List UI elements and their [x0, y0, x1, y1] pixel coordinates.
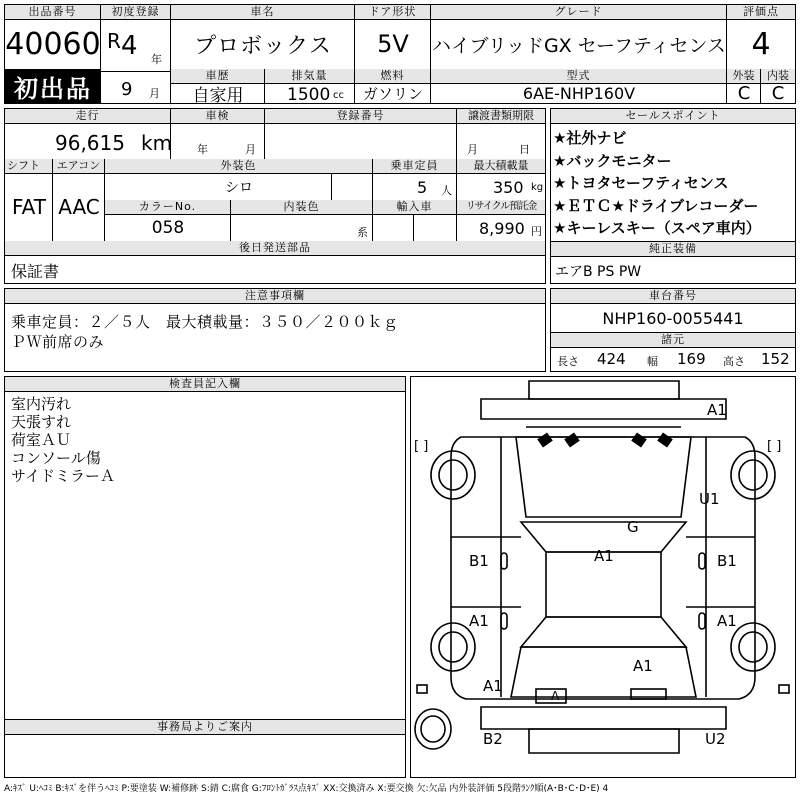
sales-point-item: ★ＥＴＣ★ドライブレコーダー [553, 196, 759, 215]
score-label: 評価点 [727, 5, 795, 20]
dims-row [551, 347, 795, 371]
displacement-unit: cc [333, 90, 344, 101]
model: 6AE-NHP160V [522, 84, 636, 103]
inspection-label: 車検 [171, 109, 264, 124]
height: 152 [761, 350, 790, 368]
notes-line-2: ＰＷ前席のみ [11, 333, 105, 351]
ac: AAC [58, 195, 100, 219]
inspection-month-unit: 月 [245, 143, 256, 156]
transfer-day-unit: 日 [519, 143, 530, 156]
grade: ハイブリッドGX セーフティセンス [432, 34, 726, 57]
damage-mark-bumper: A [551, 689, 560, 703]
history-label: 車歴 [171, 69, 264, 84]
recycle-label: リサイクル預託金 [457, 200, 545, 215]
office-section [5, 719, 405, 777]
inspection-year-unit: 年 [197, 143, 208, 156]
chassis-block [550, 288, 796, 372]
month-unit: 月 [149, 87, 160, 100]
exterior-color-cell [105, 159, 373, 200]
width-label: 幅 [647, 355, 658, 368]
bracket-right: [ ] [767, 439, 782, 454]
genuine-equipment-label: 純正装備 [551, 242, 795, 257]
damage-mark-bottom-left: B2 [483, 730, 503, 748]
color-no-cell [105, 200, 231, 241]
door-label: ドア形状 [355, 5, 430, 20]
displacement-label: 排気量 [265, 69, 354, 84]
notes-block [4, 288, 546, 372]
damage-mark-bottom-right: U2 [705, 730, 726, 748]
reg-number-cell [265, 109, 457, 159]
damage-mark-left-rear-door: A1 [469, 612, 489, 630]
length-label: 長さ [557, 355, 579, 368]
sales-points-label: セールスポイント [551, 109, 795, 124]
car-name-label: 車名 [171, 5, 354, 20]
damage-mark-left-rear: A1 [483, 677, 503, 695]
color-no: 058 [151, 217, 185, 238]
inspector-note: 荷室ＡＵ [11, 431, 72, 449]
damage-mark-left-front-door: B1 [469, 552, 489, 570]
shift: FAT [11, 195, 46, 219]
history-cell [171, 69, 265, 106]
exterior-color: シロ [225, 179, 253, 196]
interior-grade: C [771, 83, 785, 104]
damage-diagram [410, 376, 796, 778]
mileage: 96,615 [55, 131, 125, 155]
notes-line-1: 乗車定員：２／５人 最大積載量：３５０／２００ｋｇ [11, 313, 399, 331]
interior-color-cell [231, 200, 373, 241]
transfer-cell [457, 109, 545, 159]
damage-mark-top-right: A1 [707, 401, 727, 419]
door-cell [355, 5, 431, 69]
grade-label: グレード [431, 5, 726, 20]
later-parts-cell [5, 241, 545, 283]
ac-label: エアコン [53, 159, 104, 174]
reg-number-label: 登録番号 [265, 109, 456, 124]
year-unit: 年 [151, 53, 162, 66]
notes-label: 注意事項欄 [5, 289, 545, 304]
lot-number-cell [5, 5, 101, 69]
inspector-block [4, 376, 406, 778]
displacement: 1500 [287, 85, 331, 105]
sales-point-item: ★トヨタセーフティセンス [553, 174, 729, 192]
vehicle-info-block [4, 108, 546, 284]
import-label: 輸入車 [373, 200, 456, 215]
length: 424 [597, 350, 626, 368]
damage-mark-right-front-door: B1 [717, 552, 737, 570]
lot-number: 40060 [5, 26, 101, 62]
max-load-cell [457, 159, 545, 200]
shift-cell [5, 159, 53, 241]
exterior-color-label: 外装色 [105, 159, 372, 174]
capacity-unit: 人 [441, 184, 452, 197]
chassis-number: NHP160-0055441 [602, 308, 744, 328]
mileage-label: 走行 [5, 109, 170, 124]
car-outline [411, 377, 795, 777]
color-no-label: カラーNo. [105, 200, 230, 215]
first-reg-cell [101, 5, 171, 103]
interior-color-label: 内装色 [231, 200, 372, 215]
history: 自家用 [192, 86, 244, 106]
lot-label: 出品番号 [5, 5, 100, 20]
later-parts-label: 後日発送部品 [5, 241, 545, 256]
dims-header [551, 332, 795, 347]
genuine-equipment: エアB PS PW [555, 264, 642, 280]
capacity-cell [373, 159, 457, 200]
legend: A:ｷｽﾞ U:ﾍｺﾐ B:ｷｽﾞを伴うﾍｺﾐ P:要塗装 W:補修跡 S:錆 C:腐食 G:ﾌﾛﾝﾄｶﾞﾗｽ点ｷｽﾞ XX:交換済み X:要交換 欠:欠品 内外装評価 5段階ﾗﾝｸ順(A･B･C･D･E) 4 [4, 784, 609, 794]
sales-point-item: ★キーレスキー（スペア車内） [553, 219, 761, 237]
capacity-label: 乗車定員 [373, 159, 456, 174]
damage-mark-right-mirror: U1 [699, 490, 720, 508]
first-reg-label: 初度登録 [101, 5, 170, 20]
interior-color-unit: 系 [357, 226, 368, 239]
recycle-cell [457, 200, 545, 241]
transfer-label: 譲渡書類期限 [457, 109, 545, 124]
height-label: 高さ [723, 355, 745, 368]
reg-year: 4 [121, 31, 138, 61]
damage-mark-right-rear-door: A1 [717, 612, 737, 630]
car-name-cell [171, 5, 355, 69]
fuel-cell [355, 69, 431, 103]
transfer-month-unit: 月 [467, 143, 478, 156]
first-listing-badge: 初出品 [5, 69, 101, 103]
model-cell [431, 69, 727, 103]
inspector-label: 検査員記入欄 [5, 377, 405, 392]
import-cell [373, 200, 457, 241]
capacity: 5 [417, 178, 428, 197]
sales-points-list [553, 127, 761, 240]
max-load: 350 [493, 178, 524, 197]
exterior-grade-label: 外装 [727, 69, 760, 84]
car-name: プロボックス [194, 33, 332, 59]
inspector-note: コンソール傷 [11, 449, 101, 467]
bracket-left: [ ] [414, 439, 429, 454]
sales-points-block [550, 108, 796, 284]
inspector-note: サイドミラーＡ [11, 467, 115, 485]
inspection-cell [171, 109, 265, 159]
max-load-label: 最大積載量 [457, 159, 545, 174]
score: 4 [751, 26, 771, 62]
ac-cell [53, 159, 105, 241]
width: 169 [677, 350, 706, 368]
mileage-cell [5, 109, 171, 159]
office-label: 事務局よりご案内 [5, 720, 405, 735]
recycle-fee: 8,990 [479, 219, 525, 238]
inspector-note: 天張すれ [11, 413, 72, 431]
inspector-notes [11, 395, 115, 485]
genuine-equipment-cell [551, 241, 795, 283]
inspector-note: 室内汚れ [11, 395, 72, 413]
later-parts: 保証書 [11, 262, 60, 281]
era: R [107, 29, 121, 53]
mileage-unit: km [141, 131, 173, 155]
header-block [4, 4, 796, 104]
fuel: ガソリン [362, 85, 423, 103]
exterior-grade-cell [727, 69, 761, 103]
max-load-unit: kg [531, 182, 544, 193]
chassis-label: 車台番号 [551, 289, 795, 304]
damage-mark-glass: G [627, 518, 639, 536]
displacement-cell [265, 69, 355, 103]
reg-month: 9 [121, 79, 133, 100]
model-label: 型式 [431, 69, 726, 84]
dims-label: 諸元 [551, 333, 795, 348]
score-cell [727, 5, 795, 69]
interior-grade-cell [761, 69, 795, 103]
interior-grade-label: 内装 [761, 69, 795, 84]
damage-mark-hood: A1 [594, 547, 614, 565]
grade-cell [431, 5, 727, 69]
exterior-grade: C [737, 83, 751, 104]
sales-point-item: ★バックモニター [553, 151, 672, 170]
door-type: 5V [377, 30, 409, 58]
shift-label: シフト [5, 159, 52, 174]
sales-point-item: ★社外ナビ [553, 129, 627, 147]
recycle-unit: 円 [531, 225, 542, 238]
damage-mark-rear-panel: A1 [633, 657, 653, 675]
fuel-label: 燃料 [355, 69, 430, 84]
